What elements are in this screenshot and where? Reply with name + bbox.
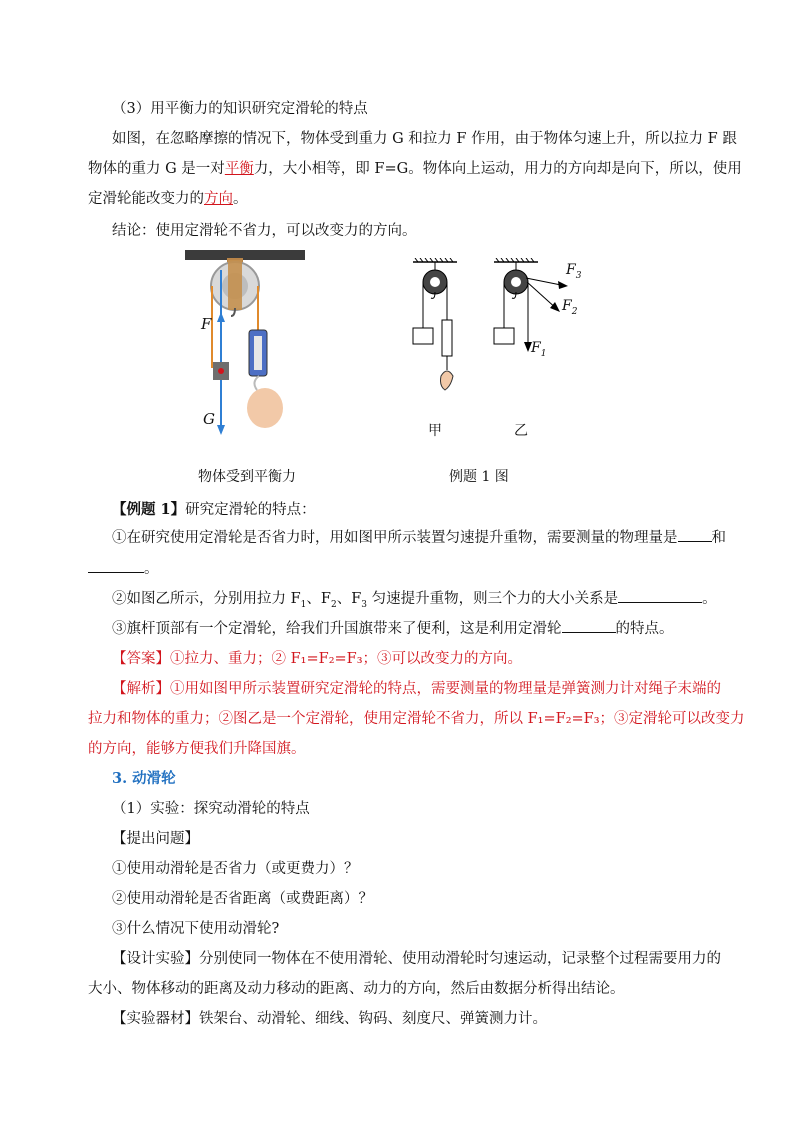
text: 分别使同一物体在不使用滑轮、使用动滑轮时匀速运动，记录整个过程需要用力的 bbox=[199, 951, 721, 967]
force-label-G: G bbox=[203, 410, 215, 428]
answer-tag: 【答案】 bbox=[112, 651, 170, 667]
figure-caption-right: 例题 1 图 bbox=[449, 469, 509, 485]
highlight-answer: 方向 bbox=[204, 191, 233, 207]
figure-label-yi: 乙 bbox=[514, 423, 528, 439]
analysis-line bbox=[112, 678, 721, 700]
conclusion-text: 结论：使用定滑轮不省力，可以改变力的方向。 bbox=[112, 223, 417, 239]
answer-blank bbox=[562, 618, 616, 633]
question-item: ③什么情况下使用动滑轮? bbox=[112, 921, 280, 937]
question-item: ①使用动滑轮是否省力（或更费力）？ bbox=[112, 861, 359, 877]
paragraph-line bbox=[88, 188, 714, 210]
design-tag: 【设计实验】 bbox=[112, 951, 199, 967]
question-1-cont bbox=[88, 558, 714, 580]
question-1 bbox=[112, 527, 726, 549]
equipment-line bbox=[112, 1008, 714, 1030]
subscript: 1 bbox=[300, 599, 307, 610]
text: 。 bbox=[144, 561, 159, 577]
text: ②如图乙所示，分别用拉力 F bbox=[112, 591, 301, 607]
text: ③旗杆顶部有一个定滑轮，给我们升国旗带来了便利，这是利用定滑轮 bbox=[112, 621, 562, 637]
paragraph-line: 如图，在忽略摩擦的情况下，物体受到重力 G 和拉力 F 作用，由于物体匀速上升，所以拉力 F 跟 bbox=[112, 131, 737, 147]
analysis-line: 的方向，能够方便我们升降国旗。 bbox=[88, 741, 306, 757]
analysis-line: 拉力和物体的重力；②图乙是一个定滑轮，使用定滑轮不省力，所以 F₁=F₂=F₃；③定滑轮可以改变力 bbox=[88, 711, 745, 727]
subscript: 3 bbox=[361, 599, 367, 610]
subsection-heading: （1）实验：探究动滑轮的特点 bbox=[112, 801, 310, 817]
subscript: 2 bbox=[330, 599, 337, 610]
equipment-tag: 【实验器材】 bbox=[112, 1011, 199, 1027]
force-label-F3 bbox=[566, 262, 581, 281]
text: 。 bbox=[702, 591, 717, 607]
answer-blank bbox=[618, 588, 702, 603]
analysis-tag: 【解析】 bbox=[112, 681, 170, 697]
paragraph-line bbox=[88, 158, 742, 180]
text: 力，大小相等，即 F=G。物体向上运动，用力的方向却是向下，所以，使用 bbox=[253, 161, 742, 177]
text: 匀速提升重物，则三个力的大小关系是 bbox=[367, 591, 619, 607]
text: ①在研究使用定滑轮是否省力时，用如图甲所示装置匀速提升重物，需要测量的物理量是 bbox=[112, 530, 678, 546]
pulley-diagram-jia bbox=[405, 258, 465, 398]
force-label-F: F bbox=[201, 315, 212, 333]
text: 、F bbox=[336, 591, 362, 607]
text: 铁架台、动滑轮、细线、钩码、刻度尺、弹簧测力计。 bbox=[199, 1011, 547, 1027]
text: F bbox=[531, 340, 541, 356]
answer-blank bbox=[88, 558, 144, 573]
text: 研究定滑轮的特点： bbox=[185, 502, 316, 518]
question-item: ②使用动滑轮是否省距离（或费距离）？ bbox=[112, 891, 373, 907]
subscript: 1 bbox=[540, 348, 547, 359]
text: 、F bbox=[306, 591, 331, 607]
highlight-answer: 平衡 bbox=[224, 161, 254, 177]
text: 定滑轮能改变力的 bbox=[88, 191, 204, 207]
subscript: 2 bbox=[571, 306, 578, 317]
subsection-heading: （3）用平衡力的知识研究定滑轮的特点 bbox=[112, 101, 368, 117]
question-tag: 【提出问题】 bbox=[112, 831, 199, 847]
answer-line bbox=[112, 648, 714, 670]
design-line bbox=[112, 948, 721, 970]
analysis-text: ①用如图甲所示装置研究定滑轮的特点，需要测量的物理量是弹簧测力计对绳子末端的 bbox=[170, 681, 721, 697]
text: 物体的重力 G 是一对 bbox=[88, 161, 225, 177]
figure-label-jia: 甲 bbox=[428, 423, 442, 439]
example-title bbox=[112, 499, 714, 521]
design-line: 大小、物体移动的距离及动力移动的距离、动力的方向，然后由数据分析得出结论。 bbox=[88, 981, 625, 997]
text: 的特点。 bbox=[615, 621, 674, 637]
question-3 bbox=[112, 618, 714, 640]
answer-text: ①拉力、重力；② F₁=F₂=F₃；③可以改变力的方向。 bbox=[170, 651, 523, 667]
subscript: 3 bbox=[575, 270, 582, 281]
example-tag: 【例题 1】 bbox=[112, 501, 186, 518]
text: 。 bbox=[233, 191, 248, 207]
answer-blank bbox=[678, 527, 712, 542]
force-label-F1 bbox=[531, 340, 546, 359]
text: F bbox=[566, 262, 576, 278]
figure-caption-left: 物体受到平衡力 bbox=[198, 469, 296, 485]
text: F bbox=[562, 298, 572, 314]
force-label-F2 bbox=[562, 298, 577, 317]
question-2 bbox=[112, 588, 717, 616]
text: 和 bbox=[711, 530, 726, 546]
section-title: 3. 动滑轮 bbox=[112, 770, 176, 787]
